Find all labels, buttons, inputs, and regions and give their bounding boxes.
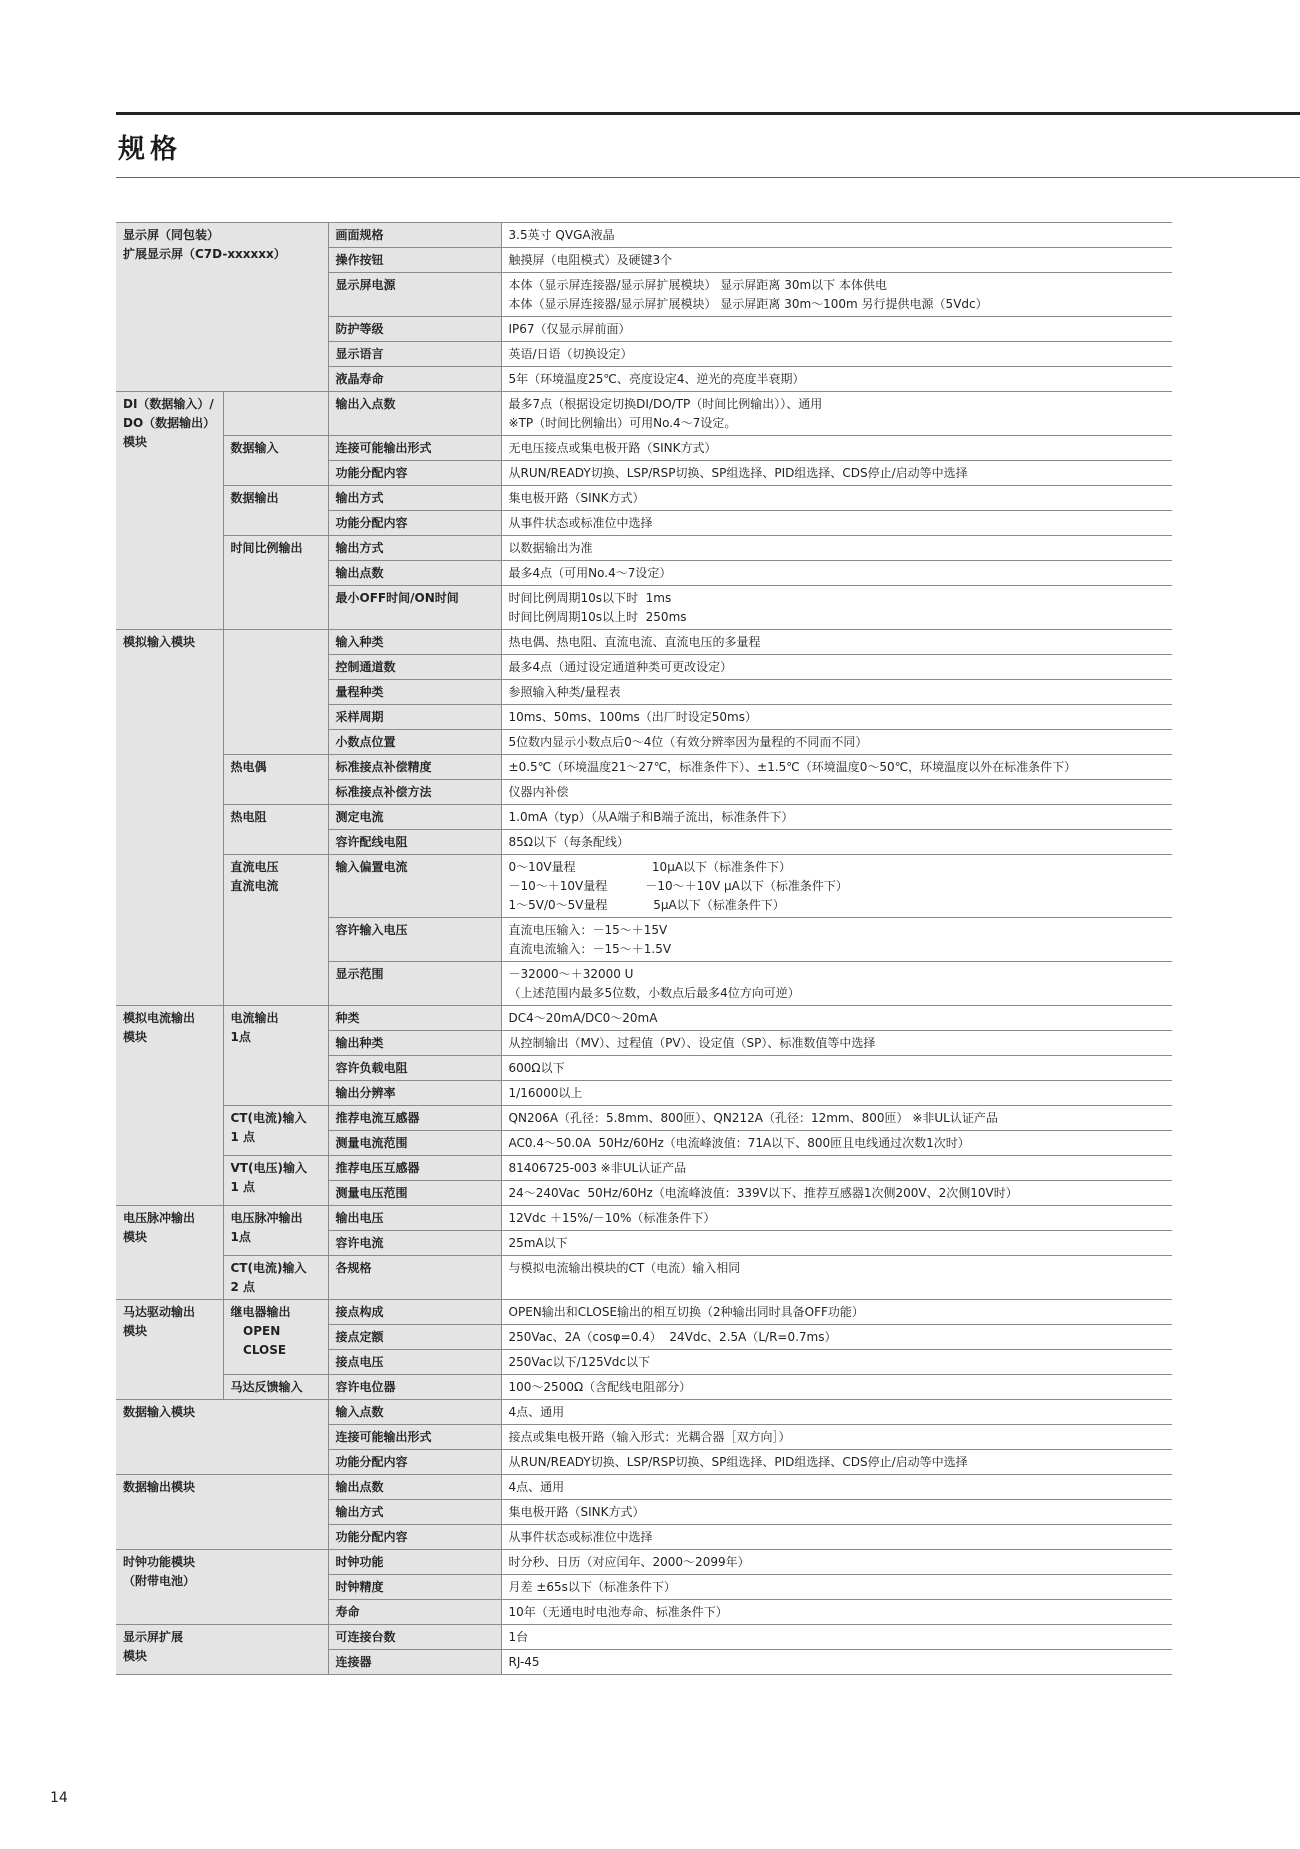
spec-item-value: 81406725-003 ※非UL认证产品 <box>501 1156 1172 1181</box>
spec-item-label: 最小OFF时间/ON时间 <box>328 586 501 630</box>
spec-item-value: 1台 <box>501 1625 1172 1650</box>
spec-item-label: 输出点数 <box>328 1475 501 1500</box>
spec-row <box>116 392 1172 436</box>
spec-item-label: 输出方式 <box>328 536 501 561</box>
subsection-label: 电流输出 1点 <box>223 1006 328 1106</box>
spec-item-value: 从RUN/READY切换、LSP/RSP切换、SP组选择、PID组选择、CDS停止/启动等中选择 <box>501 461 1172 486</box>
spec-row <box>116 630 1172 655</box>
spec-item-label: 量程种类 <box>328 680 501 705</box>
spec-item-label: 可连接台数 <box>328 1625 501 1650</box>
subsection-label: 马达反馈输入 <box>223 1375 328 1400</box>
subsection-label: 直流电压 直流电流 <box>223 855 328 1006</box>
spec-item-value: 1.0mA（typ）（从A端子和B端子流出，标准条件下） <box>501 805 1172 830</box>
spec-row <box>116 1006 1172 1031</box>
spec-item-value: 5年（环境温度25℃、亮度设定4、逆光的亮度半衰期） <box>501 367 1172 392</box>
section-label: 模拟输入模块 <box>116 630 223 1006</box>
section-label: 数据输入模块 <box>116 1400 328 1475</box>
subsection-label: CT(电流)输入 2 点 <box>223 1256 328 1300</box>
spec-item-value: 集电极开路（SINK方式） <box>501 486 1172 511</box>
spec-item-value: 3.5英寸 QVGA液晶 <box>501 223 1172 248</box>
spec-item-value: 触摸屏（电阻模式）及硬键3个 <box>501 248 1172 273</box>
spec-item-label: 输出方式 <box>328 486 501 511</box>
spec-item-value: 月差 ±65s以下（标准条件下） <box>501 1575 1172 1600</box>
spec-item-label: 输出分辨率 <box>328 1081 501 1106</box>
spec-item-label: 接点构成 <box>328 1300 501 1325</box>
spec-row <box>116 1625 1172 1650</box>
spec-item-value: 10ms、50ms、100ms（出厂时设定50ms） <box>501 705 1172 730</box>
spec-item-value: －32000～＋32000 U （上述范围内最多5位数，小数点后最多4位方向可逆） <box>501 962 1172 1006</box>
spec-item-label: 功能分配内容 <box>328 1450 501 1475</box>
spec-item-value: 本体（显示屏连接器/显示屏扩展模块） 显示屏距离 30m以下 本体供电 本体（显示屏连接器/显示屏扩展模块） 显示屏距离 30m～100m 另行提供电源（5Vdc） <box>501 273 1172 317</box>
spec-item-value: AC0.4～50.0A 50Hz/60Hz（电流峰波值：71A以下、800匝且电线通过次数1次时） <box>501 1131 1172 1156</box>
spec-item-label: 显示范围 <box>328 962 501 1006</box>
spec-item-value: 以数据输出为准 <box>501 536 1172 561</box>
spec-item-label: 标准接点补偿方法 <box>328 780 501 805</box>
spec-item-label: 容许电位器 <box>328 1375 501 1400</box>
spec-item-label: 种类 <box>328 1006 501 1031</box>
spec-row <box>116 436 1172 461</box>
page-number: 14 <box>50 1790 68 1806</box>
subsection-label: 数据输出 <box>223 486 328 536</box>
spec-item-label: 小数点位置 <box>328 730 501 755</box>
spec-item-label: 连接可能输出形式 <box>328 436 501 461</box>
spec-row <box>116 1156 1172 1181</box>
spec-item-value: 1/16000以上 <box>501 1081 1172 1106</box>
page-title: 规格 <box>118 134 182 165</box>
spec-item-value: 24～240Vac 50Hz/60Hz（电流峰波值：339V以下、推荐互感器1次侧200V、2次侧10V时） <box>501 1181 1172 1206</box>
spec-item-value: DC4～20mA/DC0～20mA <box>501 1006 1172 1031</box>
section-label: 数据输出模块 <box>116 1475 328 1550</box>
spec-row <box>116 486 1172 511</box>
spec-item-label: 容许负载电阻 <box>328 1056 501 1081</box>
spec-item-label: 容许输入电压 <box>328 918 501 962</box>
spec-item-label: 测定电流 <box>328 805 501 830</box>
spec-item-label: 输入偏置电流 <box>328 855 501 918</box>
section-label: 电压脉冲输出 模块 <box>116 1206 223 1300</box>
spec-row <box>116 1550 1172 1575</box>
spec-item-label: 功能分配内容 <box>328 1525 501 1550</box>
spec-item-value: 与模拟电流输出模块的CT（电流）输入相同 <box>501 1256 1172 1300</box>
spec-item-label: 推荐电压互感器 <box>328 1156 501 1181</box>
subsection-label: CT(电流)输入 1 点 <box>223 1106 328 1156</box>
spec-item-label: 输出入点数 <box>328 392 501 436</box>
spec-item-label: 时钟精度 <box>328 1575 501 1600</box>
spec-item-value: 600Ω以下 <box>501 1056 1172 1081</box>
spec-item-value: 接点或集电极开路（输入形式：光耦合器［双方向］） <box>501 1425 1172 1450</box>
section-label: 时钟功能模块 （附带电池） <box>116 1550 328 1625</box>
spec-item-label: 采样周期 <box>328 705 501 730</box>
spec-row <box>116 1475 1172 1500</box>
spec-item-value: 时间比例周期10s以下时 1ms 时间比例周期10s以上时 250ms <box>501 586 1172 630</box>
spec-item-label: 防护等级 <box>328 317 501 342</box>
subsection-label: 热电阻 <box>223 805 328 855</box>
spec-item-value: ±0.5℃（环境温度21～27℃，标准条件下）、±1.5℃（环境温度0～50℃，环境温度以外在标准条件下） <box>501 755 1172 780</box>
spec-item-value: 直流电压输入：－15～＋15V 直流电流输入：－15～＋1.5V <box>501 918 1172 962</box>
spec-item-label: 测量电流范围 <box>328 1131 501 1156</box>
spec-item-value: RJ-45 <box>501 1650 1172 1675</box>
section-label: 显示屏（同包装） 扩展显示屏（C7D-xxxxxx） <box>116 223 328 392</box>
spec-item-label: 标准接点补偿精度 <box>328 755 501 780</box>
spec-item-label: 功能分配内容 <box>328 461 501 486</box>
spec-item-value: 12Vdc ＋15%/－10%（标准条件下） <box>501 1206 1172 1231</box>
spec-item-label: 输出电压 <box>328 1206 501 1231</box>
spec-item-value: 0～10V量程 10μA以下（标准条件下） －10～＋10V量程 －10～＋10V μA以下（标准条件下） 1～5V/0～5V量程 5μA以下（标准条件下） <box>501 855 1172 918</box>
spec-item-value: 从控制输出（MV）、过程值（PV）、设定值（SP）、标准数值等中选择 <box>501 1031 1172 1056</box>
spec-item-value: 参照输入种类/量程表 <box>501 680 1172 705</box>
spec-row <box>116 755 1172 780</box>
subsection-label: 电压脉冲输出 1点 <box>223 1206 328 1256</box>
section-label: 马达驱动输出 模块 <box>116 1300 223 1400</box>
spec-item-label: 输入种类 <box>328 630 501 655</box>
spec-table <box>116 222 1172 1675</box>
spec-item-value: 4点、通用 <box>501 1400 1172 1425</box>
title-underline <box>116 177 1300 178</box>
spec-row <box>116 805 1172 830</box>
subsection-label <box>223 392 328 436</box>
spec-item-label: 各规格 <box>328 1256 501 1300</box>
spec-item-value: 从事件状态或标准位中选择 <box>501 511 1172 536</box>
spec-item-value: 250Vac、2A（cosφ=0.4） 24Vdc、2.5A（L/R=0.7ms） <box>501 1325 1172 1350</box>
spec-item-value: OPEN输出和CLOSE输出的相互切换（2种输出同时具备OFF功能） <box>501 1300 1172 1325</box>
spec-item-value: 仪器内补偿 <box>501 780 1172 805</box>
spec-item-value: QN206A（孔径：5.8mm、800匝）、QN212A（孔径：12mm、800匝） ※非UL认证产品 <box>501 1106 1172 1131</box>
spec-item-value: 无电压接点或集电极开路（SINK方式） <box>501 436 1172 461</box>
spec-row <box>116 1206 1172 1231</box>
spec-item-value: 最多4点（通过设定通道种类可更改设定） <box>501 655 1172 680</box>
spec-item-value: 250Vac以下/125Vdc以下 <box>501 1350 1172 1375</box>
spec-item-value: 100～2500Ω（含配线电阻部分） <box>501 1375 1172 1400</box>
spec-item-value: 85Ω以下（每条配线） <box>501 830 1172 855</box>
spec-row <box>116 1400 1172 1425</box>
spec-row <box>116 1256 1172 1300</box>
spec-item-label: 输出种类 <box>328 1031 501 1056</box>
subsection-label <box>223 630 328 755</box>
subsection-label: 继电器输出 OPEN CLOSE <box>223 1300 328 1375</box>
spec-item-value: 4点、通用 <box>501 1475 1172 1500</box>
top-rule <box>116 112 1300 115</box>
subsection-label: 数据输入 <box>223 436 328 486</box>
subsection-label: VT(电压)输入 1 点 <box>223 1156 328 1206</box>
spec-item-label: 液晶寿命 <box>328 367 501 392</box>
section-label: DI（数据输入）/ DO（数据输出） 模块 <box>116 392 223 630</box>
spec-row <box>116 1375 1172 1400</box>
spec-item-label: 接点定额 <box>328 1325 501 1350</box>
spec-item-label: 输出方式 <box>328 1500 501 1525</box>
spec-item-label: 寿命 <box>328 1600 501 1625</box>
spec-item-label: 接点电压 <box>328 1350 501 1375</box>
spec-item-label: 推荐电流互感器 <box>328 1106 501 1131</box>
spec-item-value: 10年（无通电时电池寿命、标准条件下） <box>501 1600 1172 1625</box>
spec-item-label: 容许配线电阻 <box>328 830 501 855</box>
spec-item-value: 从RUN/READY切换、LSP/RSP切换、SP组选择、PID组选择、CDS停止/启动等中选择 <box>501 1450 1172 1475</box>
spec-item-label: 输入点数 <box>328 1400 501 1425</box>
spec-item-value: 5位数内显示小数点后0～4位（有效分辨率因为量程的不同而不同） <box>501 730 1172 755</box>
spec-item-value: 最多7点（根据设定切换DI/DO/TP（时间比例输出））、通用 ※TP（时间比例输出）可用No.4～7设定。 <box>501 392 1172 436</box>
spec-item-value: IP67（仅显示屏前面） <box>501 317 1172 342</box>
spec-item-label: 容许电流 <box>328 1231 501 1256</box>
spec-item-value: 时分秒、日历（对应闰年、2000～2099年） <box>501 1550 1172 1575</box>
spec-item-value: 25mA以下 <box>501 1231 1172 1256</box>
spec-item-label: 操作按钮 <box>328 248 501 273</box>
spec-item-label: 显示屏电源 <box>328 273 501 317</box>
spec-item-value: 英语/日语（切换设定） <box>501 342 1172 367</box>
spec-item-value: 集电极开路（SINK方式） <box>501 1500 1172 1525</box>
spec-item-label: 功能分配内容 <box>328 511 501 536</box>
spec-item-value: 热电偶、热电阻、直流电流、直流电压的多量程 <box>501 630 1172 655</box>
spec-row <box>116 855 1172 918</box>
spec-item-value: 最多4点（可用No.4～7设定） <box>501 561 1172 586</box>
section-label: 显示屏扩展 模块 <box>116 1625 328 1675</box>
subsection-label: 时间比例输出 <box>223 536 328 630</box>
spec-item-label: 测量电压范围 <box>328 1181 501 1206</box>
spec-item-label: 控制通道数 <box>328 655 501 680</box>
spec-row <box>116 223 1172 248</box>
spec-item-label: 输出点数 <box>328 561 501 586</box>
spec-row <box>116 1106 1172 1131</box>
spec-row <box>116 1300 1172 1325</box>
section-label: 模拟电流输出 模块 <box>116 1006 223 1206</box>
subsection-label: 热电偶 <box>223 755 328 805</box>
spec-item-label: 时钟功能 <box>328 1550 501 1575</box>
spec-item-label: 显示语言 <box>328 342 501 367</box>
spec-item-label: 画面规格 <box>328 223 501 248</box>
spec-item-label: 连接可能输出形式 <box>328 1425 501 1450</box>
spec-item-value: 从事件状态或标准位中选择 <box>501 1525 1172 1550</box>
spec-row <box>116 536 1172 561</box>
spec-item-label: 连接器 <box>328 1650 501 1675</box>
